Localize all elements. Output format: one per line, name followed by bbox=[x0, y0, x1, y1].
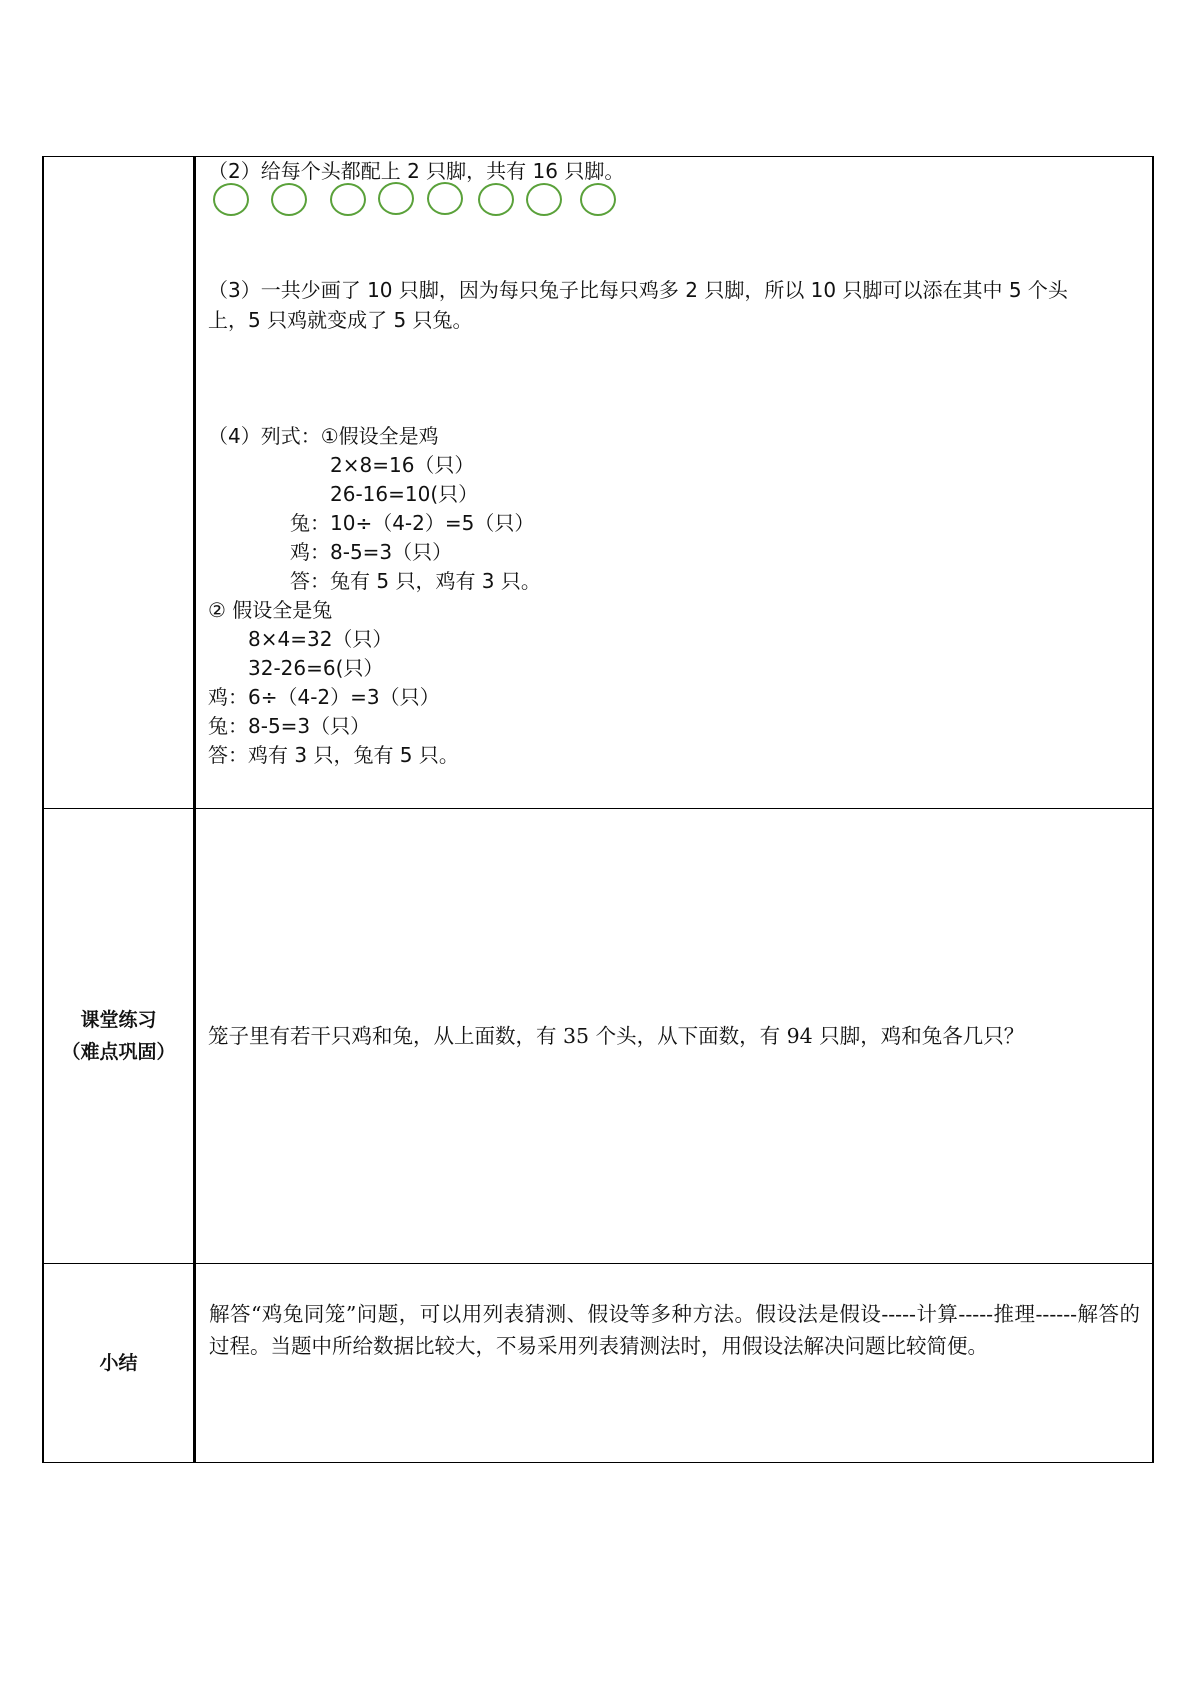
answer-line: 答：兔有 5 只，鸡有 3 只。 bbox=[290, 569, 541, 593]
practice-label-title: 课堂练习 bbox=[80, 1009, 157, 1031]
practice-question: 笼子里有若干只鸡和兔，从上面数，有 35 个头，从下面数，有 94 只脚，鸡和兔各几只？ bbox=[208, 1024, 1025, 1048]
summary-content-cell bbox=[195, 1264, 1154, 1463]
head-circle bbox=[213, 183, 249, 216]
assume-rabbit-header: ② 假设全是兔 bbox=[208, 598, 333, 622]
summary-text: 解答“鸡兔同笼”问题，可以用列表猜测、假设等多种方法。假设法是假设-----计算-----推理------解答的过程。当题中所给数据比较大，不易采用列表猜测法时，用假设法解决问题比较简便。 bbox=[209, 1302, 1140, 1358]
calc-line: 32-26=6(只） bbox=[248, 656, 384, 680]
summary-row bbox=[43, 1264, 1153, 1463]
head-circle bbox=[427, 182, 463, 215]
method-left-cell bbox=[43, 157, 195, 809]
calc-line: 兔：10÷（4-2）=5（只） bbox=[290, 511, 535, 535]
head-circle bbox=[330, 183, 366, 216]
head-circle bbox=[271, 183, 307, 216]
practice-label bbox=[44, 1004, 193, 1068]
head-circle bbox=[478, 183, 514, 216]
practice-label-subtitle: （难点巩固） bbox=[61, 1041, 176, 1063]
lesson-table bbox=[42, 156, 1154, 1463]
head-circle bbox=[580, 183, 616, 216]
step2-text: （2）给每个头都配上 2 只脚，共有 16 只脚。 bbox=[208, 159, 625, 183]
summary-label-cell bbox=[43, 1264, 195, 1463]
calc-line: 2×8=16（只） bbox=[330, 453, 475, 477]
practice-row bbox=[43, 809, 1153, 1264]
step3-line1: （3）一共少画了 10 只脚，因为每只兔子比每只鸡多 2 只脚，所以 10 只脚可以添在其中 5 个头 bbox=[208, 278, 1068, 302]
practice-label-cell bbox=[43, 809, 195, 1264]
calc-line: 26-16=10(只） bbox=[330, 482, 479, 506]
summary-label: 小结 bbox=[99, 1352, 138, 1374]
practice-content-cell bbox=[195, 809, 1154, 1264]
step4-header: （4）列式：①假设全是鸡 bbox=[208, 424, 439, 448]
answer-line: 答：鸡有 3 只，兔有 5 只。 bbox=[208, 743, 459, 767]
head-circle bbox=[526, 183, 562, 216]
calc-line: 鸡：6÷（4-2）=3（只） bbox=[208, 685, 440, 709]
calc-line: 兔：8-5=3（只） bbox=[208, 714, 371, 738]
calc-line: 鸡：8-5=3（只） bbox=[290, 540, 453, 564]
step3-line2: 上，5 只鸡就变成了 5 只兔。 bbox=[208, 308, 473, 332]
calc-line: 8×4=32（只） bbox=[248, 627, 393, 651]
head-circle bbox=[378, 182, 414, 215]
method-content-cell bbox=[195, 157, 1154, 809]
method-row bbox=[43, 157, 1153, 809]
